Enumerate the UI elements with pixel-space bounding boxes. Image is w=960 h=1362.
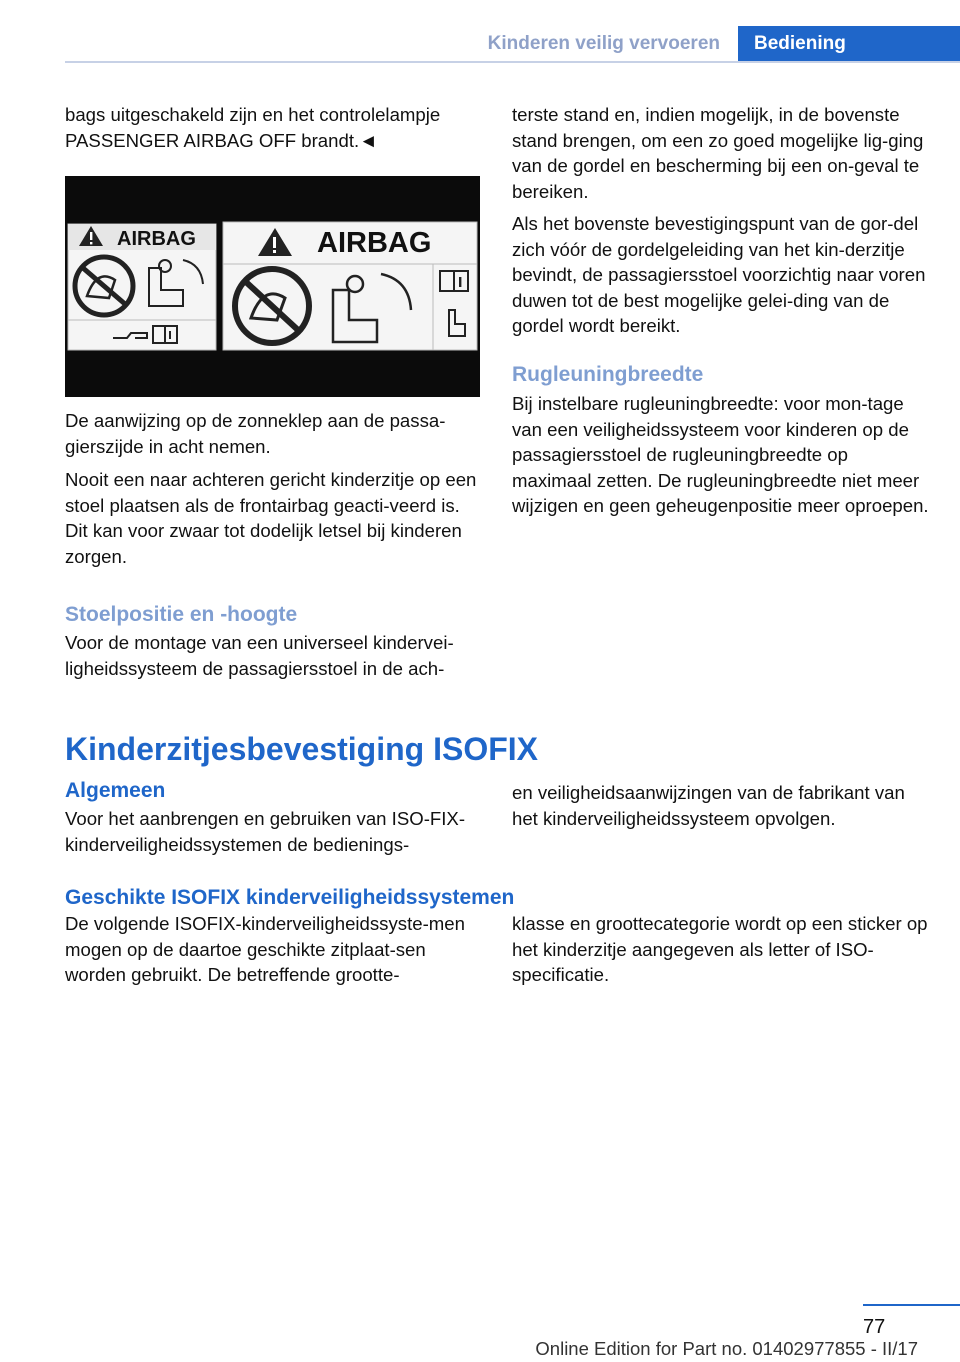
paragraph-rear-facing-warning: Nooit een naar achteren gericht kinderzitje op een stoel plaatsen als de frontairbag geacti-veerd is. Dit kan voor zwaar tot dodelijk letsel bij kinderen zorgen. (65, 469, 477, 567)
airbag-label-small: AIRBAG (117, 228, 196, 250)
page-number: 77 (863, 1316, 886, 1338)
header-rule (65, 61, 960, 63)
airbag-label-large: AIRBAG (317, 227, 432, 259)
paragraph-seat-position-cont: terste stand en, indien mogelijk, in de bovenste stand brengen, om een zo goed mogelijke lig-ging van de gordel en bescherming bij een on-geval te bereiken. (512, 104, 924, 202)
heading-rugleuningbreedte: Rugleuningbreedte (512, 363, 704, 386)
airbag-warning-figure (65, 176, 480, 397)
heading-stoelpositie: Stoelpositie en -hoogte (65, 603, 298, 626)
heading-isofix: Kinderzitjesbevestiging ISOFIX (65, 731, 538, 767)
paragraph-rugleuning: Bij instelbare rugleuningbreedte: voor mon-tage van een veiligheidssysteem voor kinderen op de passagiersstoel de rugleuningbreedte op maximaal zetten. De rugleuningbreedte niet meer wijzigen en geen geheugenpositie meer oproepen. (512, 393, 929, 516)
paragraph-algemeen-left: Voor het aanbrengen en gebruiken van ISO-FIX-kinderveiligheidssystemen de bedienings- (65, 808, 466, 855)
footer-rule (863, 1304, 960, 1306)
header-chapter-tab: Bediening (738, 26, 960, 63)
airbag-label-illustration (65, 176, 480, 397)
paragraph-geschikt-left: De volgende ISOFIX-kinderveiligheidssyste-men mogen op de daartoe geschikte zitplaat-sen worden gebruikt. De betreffende grootte- (65, 913, 465, 985)
paragraph-belt-guide: Als het bovenste bevestigingspunt van de gor-del zich vóór de gordelgeleiding van het kin-derzitje bevindt, de passagiersstoel voorzichtig naar voren duwen tot de best mogelijke gelei-ding van de gordel wordt bereikt. (512, 213, 926, 336)
paragraph-geschikt-right: klasse en groottecategorie wordt op een sticker op het kinderzitje aangegeven als letter of ISO-specificatie. (512, 913, 928, 985)
header-section-title: Kinderen veilig vervoeren (487, 33, 720, 54)
paragraph-airbag-off: bags uitgeschakeld zijn en het controlelampje PASSENGER AIRBAG OFF brandt.◄ (65, 104, 441, 151)
paragraph-algemeen-right: en veiligheidsaanwijzingen van de fabrikant van het kinderveiligheidssysteem opvolgen. (512, 782, 905, 829)
heading-geschikte-isofix: Geschikte ISOFIX kinderveiligheidssystemen (65, 886, 515, 909)
heading-algemeen: Algemeen (65, 779, 166, 802)
edition-note: Online Edition for Part no. 01402977855 - II/17 (535, 1338, 918, 1359)
paragraph-stoelpositie: Voor de montage van een universeel kindervei-ligheidssysteem de passagiersstoel in de ach- (65, 632, 454, 679)
paragraph-sunvisor-notice: De aanwijzing op de zonneklep aan de passa-gierszijde in acht nemen. (65, 410, 446, 457)
